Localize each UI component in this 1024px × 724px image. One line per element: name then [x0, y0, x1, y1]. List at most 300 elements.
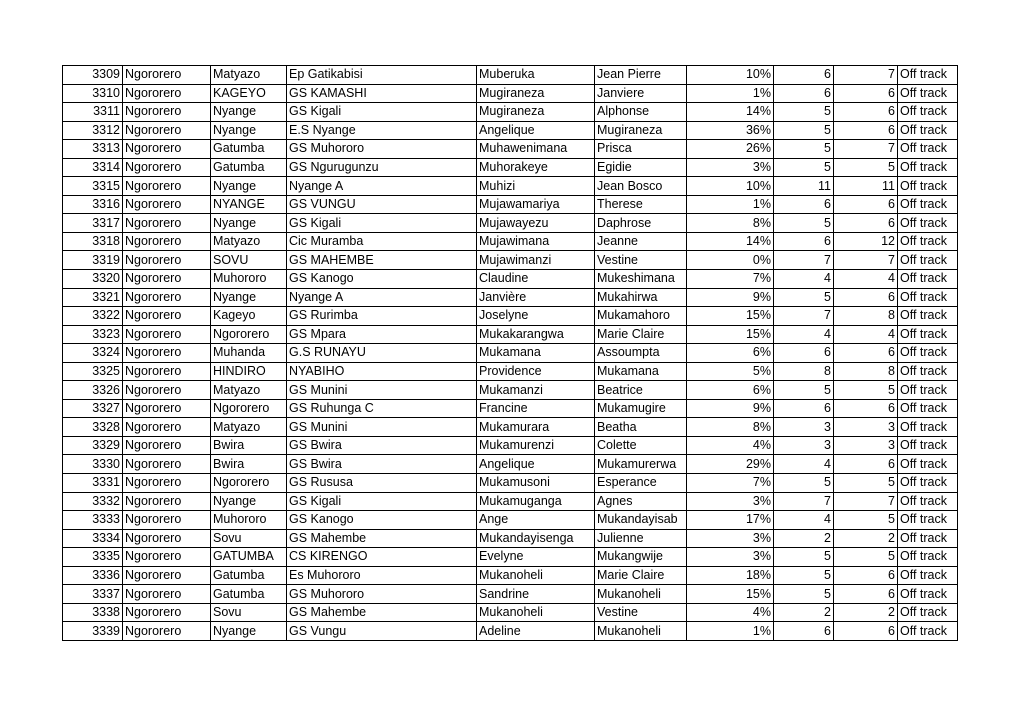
school-cell: GS MAHEMBE [287, 251, 477, 270]
school-cell: G.S RUNAYU [287, 344, 477, 363]
value-b-cell: 4 [834, 325, 898, 344]
percent-cell: 7% [687, 474, 774, 493]
value-a-cell: 5 [774, 214, 834, 233]
first-name-cell: Mukamana [595, 362, 687, 381]
status-cell: Off track [898, 344, 958, 363]
percent-cell: 5% [687, 362, 774, 381]
sector-cell: Gatumba [211, 158, 287, 177]
district-cell: Ngororero [123, 214, 211, 233]
school-cell: GS Vungu [287, 622, 477, 641]
table-body [63, 66, 958, 641]
value-a-cell: 6 [774, 622, 834, 641]
percent-cell: 15% [687, 307, 774, 326]
value-b-cell: 6 [834, 455, 898, 474]
percent-cell: 3% [687, 529, 774, 548]
school-cell: GS Rususa [287, 474, 477, 493]
first-name-cell: Daphrose [595, 214, 687, 233]
status-cell: Off track [898, 381, 958, 400]
district-cell: Ngororero [123, 529, 211, 548]
first-name-cell: Agnes [595, 492, 687, 511]
sector-cell: Ngororero [211, 325, 287, 344]
first-name-cell: Marie Claire [595, 566, 687, 585]
value-b-cell: 3 [834, 418, 898, 437]
sector-cell: HINDIRO [211, 362, 287, 381]
district-cell: Ngororero [123, 195, 211, 214]
surname-cell: Sandrine [477, 585, 595, 604]
table-row [63, 288, 958, 307]
first-name-cell: Egidie [595, 158, 687, 177]
sector-cell: Muhororo [211, 270, 287, 289]
table-row [63, 195, 958, 214]
school-cell: Es Muhororo [287, 566, 477, 585]
value-b-cell: 6 [834, 566, 898, 585]
district-cell: Ngororero [123, 325, 211, 344]
sector-cell: Muhororo [211, 511, 287, 530]
district-cell: Ngororero [123, 381, 211, 400]
value-b-cell: 5 [834, 548, 898, 567]
district-cell: Ngororero [123, 492, 211, 511]
table-row [63, 307, 958, 326]
sector-cell: Gatumba [211, 585, 287, 604]
percent-cell: 15% [687, 585, 774, 604]
value-b-cell: 6 [834, 344, 898, 363]
row-number-cell: 3333 [63, 511, 123, 530]
value-a-cell: 11 [774, 177, 834, 196]
value-a-cell: 5 [774, 585, 834, 604]
value-a-cell: 4 [774, 270, 834, 289]
district-cell: Ngororero [123, 603, 211, 622]
district-cell: Ngororero [123, 251, 211, 270]
school-cell: GS VUNGU [287, 195, 477, 214]
first-name-cell: Jeanne [595, 232, 687, 251]
sector-cell: KAGEYO [211, 84, 287, 103]
status-cell: Off track [898, 603, 958, 622]
sector-cell: Nyange [211, 121, 287, 140]
status-cell: Off track [898, 622, 958, 641]
value-a-cell: 6 [774, 232, 834, 251]
value-b-cell: 6 [834, 121, 898, 140]
status-cell: Off track [898, 214, 958, 233]
percent-cell: 26% [687, 140, 774, 159]
sector-cell: Bwira [211, 436, 287, 455]
surname-cell: Muhawenimana [477, 140, 595, 159]
first-name-cell: Mukamurerwa [595, 455, 687, 474]
first-name-cell: Mugiraneza [595, 121, 687, 140]
table-row [63, 529, 958, 548]
value-b-cell: 7 [834, 251, 898, 270]
sector-cell: Sovu [211, 603, 287, 622]
status-cell: Off track [898, 362, 958, 381]
percent-cell: 9% [687, 288, 774, 307]
row-number-cell: 3322 [63, 307, 123, 326]
sector-cell: Matyazo [211, 418, 287, 437]
sector-cell: Ngororero [211, 399, 287, 418]
surname-cell: Ange [477, 511, 595, 530]
surname-cell: Providence [477, 362, 595, 381]
school-cell: Nyange A [287, 288, 477, 307]
status-cell: Off track [898, 474, 958, 493]
value-a-cell: 6 [774, 84, 834, 103]
percent-cell: 1% [687, 195, 774, 214]
row-number-cell: 3328 [63, 418, 123, 437]
value-b-cell: 11 [834, 177, 898, 196]
surname-cell: Muhorakeye [477, 158, 595, 177]
percent-cell: 10% [687, 66, 774, 85]
school-cell: GS KAMASHI [287, 84, 477, 103]
value-b-cell: 6 [834, 214, 898, 233]
first-name-cell: Vestine [595, 603, 687, 622]
surname-cell: Mujawimanzi [477, 251, 595, 270]
table-row [63, 344, 958, 363]
status-cell: Off track [898, 288, 958, 307]
percent-cell: 17% [687, 511, 774, 530]
value-a-cell: 7 [774, 307, 834, 326]
row-number-cell: 3336 [63, 566, 123, 585]
first-name-cell: Mukamugire [595, 399, 687, 418]
value-a-cell: 3 [774, 436, 834, 455]
value-a-cell: 5 [774, 566, 834, 585]
row-number-cell: 3334 [63, 529, 123, 548]
status-cell: Off track [898, 195, 958, 214]
surname-cell: Angelique [477, 455, 595, 474]
status-cell: Off track [898, 121, 958, 140]
table-row [63, 474, 958, 493]
school-cell: Ep Gatikabisi [287, 66, 477, 85]
sector-cell: Matyazo [211, 232, 287, 251]
value-b-cell: 2 [834, 603, 898, 622]
first-name-cell: Julienne [595, 529, 687, 548]
value-a-cell: 4 [774, 511, 834, 530]
table-row [63, 362, 958, 381]
table-row [63, 103, 958, 122]
percent-cell: 14% [687, 232, 774, 251]
status-cell: Off track [898, 66, 958, 85]
first-name-cell: Mukamahoro [595, 307, 687, 326]
surname-cell: Adeline [477, 622, 595, 641]
status-cell: Off track [898, 251, 958, 270]
percent-cell: 29% [687, 455, 774, 474]
row-number-cell: 3320 [63, 270, 123, 289]
status-cell: Off track [898, 585, 958, 604]
percent-cell: 4% [687, 436, 774, 455]
row-number-cell: 3335 [63, 548, 123, 567]
percent-cell: 3% [687, 548, 774, 567]
sector-cell: Matyazo [211, 381, 287, 400]
surname-cell: Mukamurara [477, 418, 595, 437]
row-number-cell: 3314 [63, 158, 123, 177]
status-cell: Off track [898, 232, 958, 251]
value-a-cell: 5 [774, 548, 834, 567]
sector-cell: Nyange [211, 177, 287, 196]
first-name-cell: Esperance [595, 474, 687, 493]
percent-cell: 4% [687, 603, 774, 622]
row-number-cell: 3339 [63, 622, 123, 641]
value-a-cell: 5 [774, 121, 834, 140]
table-row [63, 566, 958, 585]
value-b-cell: 7 [834, 66, 898, 85]
percent-cell: 3% [687, 492, 774, 511]
value-a-cell: 6 [774, 195, 834, 214]
surname-cell: Mugiraneza [477, 103, 595, 122]
district-cell: Ngororero [123, 455, 211, 474]
percent-cell: 8% [687, 418, 774, 437]
percent-cell: 8% [687, 214, 774, 233]
value-b-cell: 7 [834, 140, 898, 159]
surname-cell: Mukamuganga [477, 492, 595, 511]
value-a-cell: 5 [774, 381, 834, 400]
percent-cell: 0% [687, 251, 774, 270]
table-row [63, 511, 958, 530]
percent-cell: 7% [687, 270, 774, 289]
surname-cell: Joselyne [477, 307, 595, 326]
district-cell: Ngororero [123, 474, 211, 493]
status-cell: Off track [898, 158, 958, 177]
value-b-cell: 3 [834, 436, 898, 455]
row-number-cell: 3315 [63, 177, 123, 196]
surname-cell: Mukamanzi [477, 381, 595, 400]
value-a-cell: 5 [774, 288, 834, 307]
sector-cell: Gatumba [211, 140, 287, 159]
row-number-cell: 3325 [63, 362, 123, 381]
first-name-cell: Mukahirwa [595, 288, 687, 307]
school-cell: GS Muhororo [287, 585, 477, 604]
row-number-cell: 3337 [63, 585, 123, 604]
table-row [63, 214, 958, 233]
percent-cell: 1% [687, 622, 774, 641]
value-a-cell: 2 [774, 603, 834, 622]
row-number-cell: 3327 [63, 399, 123, 418]
first-name-cell: Mukanoheli [595, 622, 687, 641]
surname-cell: Mukanoheli [477, 566, 595, 585]
surname-cell: Mukamana [477, 344, 595, 363]
value-b-cell: 2 [834, 529, 898, 548]
school-cell: GS Muhororo [287, 140, 477, 159]
value-b-cell: 8 [834, 307, 898, 326]
row-number-cell: 3330 [63, 455, 123, 474]
first-name-cell: Mukangwije [595, 548, 687, 567]
table-row [63, 455, 958, 474]
percent-cell: 9% [687, 399, 774, 418]
district-cell: Ngororero [123, 270, 211, 289]
surname-cell: Evelyne [477, 548, 595, 567]
table-row [63, 84, 958, 103]
school-cell: GS Ngurugunzu [287, 158, 477, 177]
school-cell: GS Munini [287, 418, 477, 437]
status-cell: Off track [898, 325, 958, 344]
district-cell: Ngororero [123, 288, 211, 307]
row-number-cell: 3318 [63, 232, 123, 251]
value-a-cell: 2 [774, 529, 834, 548]
status-cell: Off track [898, 511, 958, 530]
value-a-cell: 7 [774, 251, 834, 270]
percent-cell: 3% [687, 158, 774, 177]
row-number-cell: 3309 [63, 66, 123, 85]
table-row [63, 66, 958, 85]
percent-cell: 15% [687, 325, 774, 344]
table-row [63, 121, 958, 140]
row-number-cell: 3324 [63, 344, 123, 363]
first-name-cell: Colette [595, 436, 687, 455]
percent-cell: 14% [687, 103, 774, 122]
surname-cell: Mukamurenzi [477, 436, 595, 455]
status-cell: Off track [898, 399, 958, 418]
sector-cell: Muhanda [211, 344, 287, 363]
school-cell: GS Mpara [287, 325, 477, 344]
status-cell: Off track [898, 307, 958, 326]
district-cell: Ngororero [123, 344, 211, 363]
district-cell: Ngororero [123, 548, 211, 567]
percent-cell: 6% [687, 381, 774, 400]
district-cell: Ngororero [123, 140, 211, 159]
row-number-cell: 3310 [63, 84, 123, 103]
school-cell: E.S Nyange [287, 121, 477, 140]
value-a-cell: 3 [774, 418, 834, 437]
row-number-cell: 3329 [63, 436, 123, 455]
value-b-cell: 6 [834, 288, 898, 307]
status-cell: Off track [898, 177, 958, 196]
percent-cell: 18% [687, 566, 774, 585]
school-cell: GS Munini [287, 381, 477, 400]
surname-cell: Muberuka [477, 66, 595, 85]
table-row [63, 177, 958, 196]
table-row [63, 325, 958, 344]
status-cell: Off track [898, 418, 958, 437]
percent-cell: 10% [687, 177, 774, 196]
value-b-cell: 5 [834, 511, 898, 530]
value-b-cell: 6 [834, 585, 898, 604]
first-name-cell: Assoumpta [595, 344, 687, 363]
status-cell: Off track [898, 84, 958, 103]
school-cell: GS Kigali [287, 492, 477, 511]
district-cell: Ngororero [123, 418, 211, 437]
district-cell: Ngororero [123, 307, 211, 326]
row-number-cell: 3316 [63, 195, 123, 214]
row-number-cell: 3321 [63, 288, 123, 307]
sector-cell: Nyange [211, 214, 287, 233]
percent-cell: 6% [687, 344, 774, 363]
value-b-cell: 6 [834, 103, 898, 122]
table-row [63, 232, 958, 251]
school-cell: GS Rurimba [287, 307, 477, 326]
table-row [63, 492, 958, 511]
row-number-cell: 3332 [63, 492, 123, 511]
table-row [63, 622, 958, 641]
value-a-cell: 8 [774, 362, 834, 381]
row-number-cell: 3313 [63, 140, 123, 159]
school-cell: GS Kanogo [287, 511, 477, 530]
value-a-cell: 5 [774, 158, 834, 177]
row-number-cell: 3311 [63, 103, 123, 122]
sector-cell: Nyange [211, 288, 287, 307]
district-cell: Ngororero [123, 362, 211, 381]
first-name-cell: Beatrice [595, 381, 687, 400]
row-number-cell: 3331 [63, 474, 123, 493]
district-cell: Ngororero [123, 511, 211, 530]
table-row [63, 399, 958, 418]
sector-cell: Gatumba [211, 566, 287, 585]
status-cell: Off track [898, 566, 958, 585]
value-b-cell: 5 [834, 474, 898, 493]
school-cell: NYABIHO [287, 362, 477, 381]
table-row [63, 585, 958, 604]
value-a-cell: 4 [774, 455, 834, 474]
school-cell: Nyange A [287, 177, 477, 196]
value-b-cell: 8 [834, 362, 898, 381]
value-b-cell: 6 [834, 195, 898, 214]
surname-cell: Mujawimana [477, 232, 595, 251]
school-cell: GS Bwira [287, 455, 477, 474]
sector-cell: Kageyo [211, 307, 287, 326]
value-b-cell: 5 [834, 158, 898, 177]
value-a-cell: 5 [774, 103, 834, 122]
surname-cell: Janvière [477, 288, 595, 307]
district-cell: Ngororero [123, 103, 211, 122]
value-b-cell: 7 [834, 492, 898, 511]
status-cell: Off track [898, 529, 958, 548]
district-cell: Ngororero [123, 84, 211, 103]
first-name-cell: Marie Claire [595, 325, 687, 344]
row-number-cell: 3326 [63, 381, 123, 400]
value-b-cell: 6 [834, 399, 898, 418]
sector-cell: Bwira [211, 455, 287, 474]
value-a-cell: 7 [774, 492, 834, 511]
row-number-cell: 3317 [63, 214, 123, 233]
table-row [63, 603, 958, 622]
district-cell: Ngororero [123, 436, 211, 455]
first-name-cell: Beatha [595, 418, 687, 437]
school-cell: GS Ruhunga C [287, 399, 477, 418]
table-row [63, 418, 958, 437]
percent-cell: 36% [687, 121, 774, 140]
district-cell: Ngororero [123, 232, 211, 251]
first-name-cell: Alphonse [595, 103, 687, 122]
value-a-cell: 6 [774, 399, 834, 418]
status-cell: Off track [898, 455, 958, 474]
surname-cell: Mukamusoni [477, 474, 595, 493]
first-name-cell: Mukanoheli [595, 585, 687, 604]
district-cell: Ngororero [123, 177, 211, 196]
school-cell: GS Kanogo [287, 270, 477, 289]
first-name-cell: Vestine [595, 251, 687, 270]
value-a-cell: 6 [774, 344, 834, 363]
school-cell: GS Mahembe [287, 529, 477, 548]
value-b-cell: 6 [834, 622, 898, 641]
value-b-cell: 12 [834, 232, 898, 251]
sector-cell: Sovu [211, 529, 287, 548]
surname-cell: Mukanoheli [477, 603, 595, 622]
sector-cell: SOVU [211, 251, 287, 270]
district-cell: Ngororero [123, 622, 211, 641]
school-cell: GS Kigali [287, 103, 477, 122]
school-cell: GS Mahembe [287, 603, 477, 622]
value-b-cell: 6 [834, 84, 898, 103]
status-cell: Off track [898, 270, 958, 289]
district-cell: Ngororero [123, 566, 211, 585]
value-a-cell: 4 [774, 325, 834, 344]
first-name-cell: Jean Bosco [595, 177, 687, 196]
district-cell: Ngororero [123, 121, 211, 140]
value-a-cell: 5 [774, 474, 834, 493]
surname-cell: Claudine [477, 270, 595, 289]
school-cell: Cic Muramba [287, 232, 477, 251]
district-cell: Ngororero [123, 399, 211, 418]
row-number-cell: 3319 [63, 251, 123, 270]
surname-cell: Mujawamariya [477, 195, 595, 214]
value-a-cell: 6 [774, 66, 834, 85]
first-name-cell: Mukeshimana [595, 270, 687, 289]
surname-cell: Mugiraneza [477, 84, 595, 103]
row-number-cell: 3312 [63, 121, 123, 140]
